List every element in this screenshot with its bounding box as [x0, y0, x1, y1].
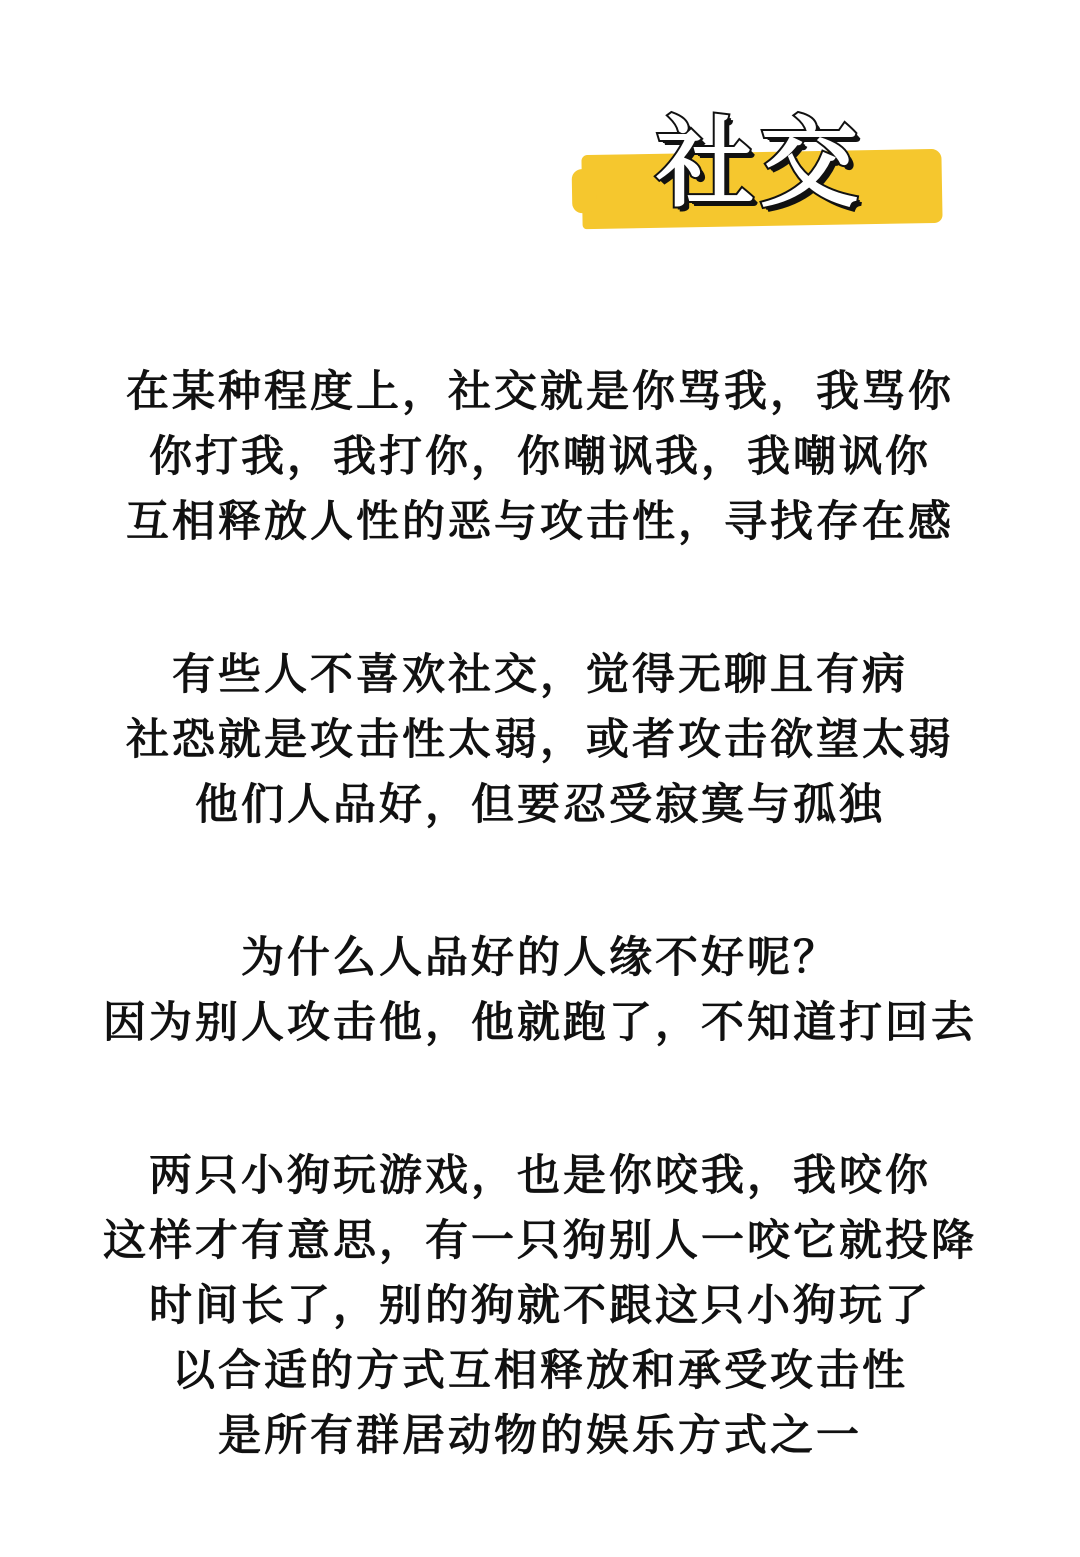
paragraph-4 — [0, 1144, 1080, 1469]
title-block — [578, 100, 948, 240]
text-line: 时间长了，别的狗就不跟这只小狗玩了 — [149, 1281, 931, 1331]
text-line: 社恐就是攻击性太弱，或者攻击欲望太弱 — [126, 715, 954, 765]
text-line: 两只小狗玩游戏，也是你咬我，我咬你 — [149, 1151, 931, 1201]
text-line: 这样才有意思，有一只狗别人一咬它就投降 — [103, 1216, 977, 1266]
paragraph-3 — [0, 926, 1080, 1056]
text-line: 互相释放人性的恶与攻击性，寻找存在感 — [126, 497, 954, 547]
text-line: 你打我，我打你，你嘲讽我，我嘲讽你 — [149, 432, 931, 482]
page-title: 社交 — [656, 107, 865, 221]
text-line: 有些人不喜欢社交，觉得无聊且有病 — [172, 650, 908, 700]
text-line: 以合适的方式互相释放和承受攻击性 — [172, 1346, 908, 1396]
text-line: 是所有群居动物的娱乐方式之一 — [218, 1411, 862, 1461]
article-body — [0, 360, 1080, 1557]
text-line: 因为别人攻击他，他就跑了，不知道打回去 — [103, 998, 977, 1048]
text-line: 他们人品好，但要忍受寂寞与孤独 — [195, 780, 885, 830]
text-line: 在某种程度上，社交就是你骂我，我骂你 — [126, 367, 954, 417]
text-line: 为什么人品好的人缘不好呢？ — [241, 933, 839, 983]
paragraph-1 — [0, 360, 1080, 555]
paragraph-2 — [0, 643, 1080, 838]
